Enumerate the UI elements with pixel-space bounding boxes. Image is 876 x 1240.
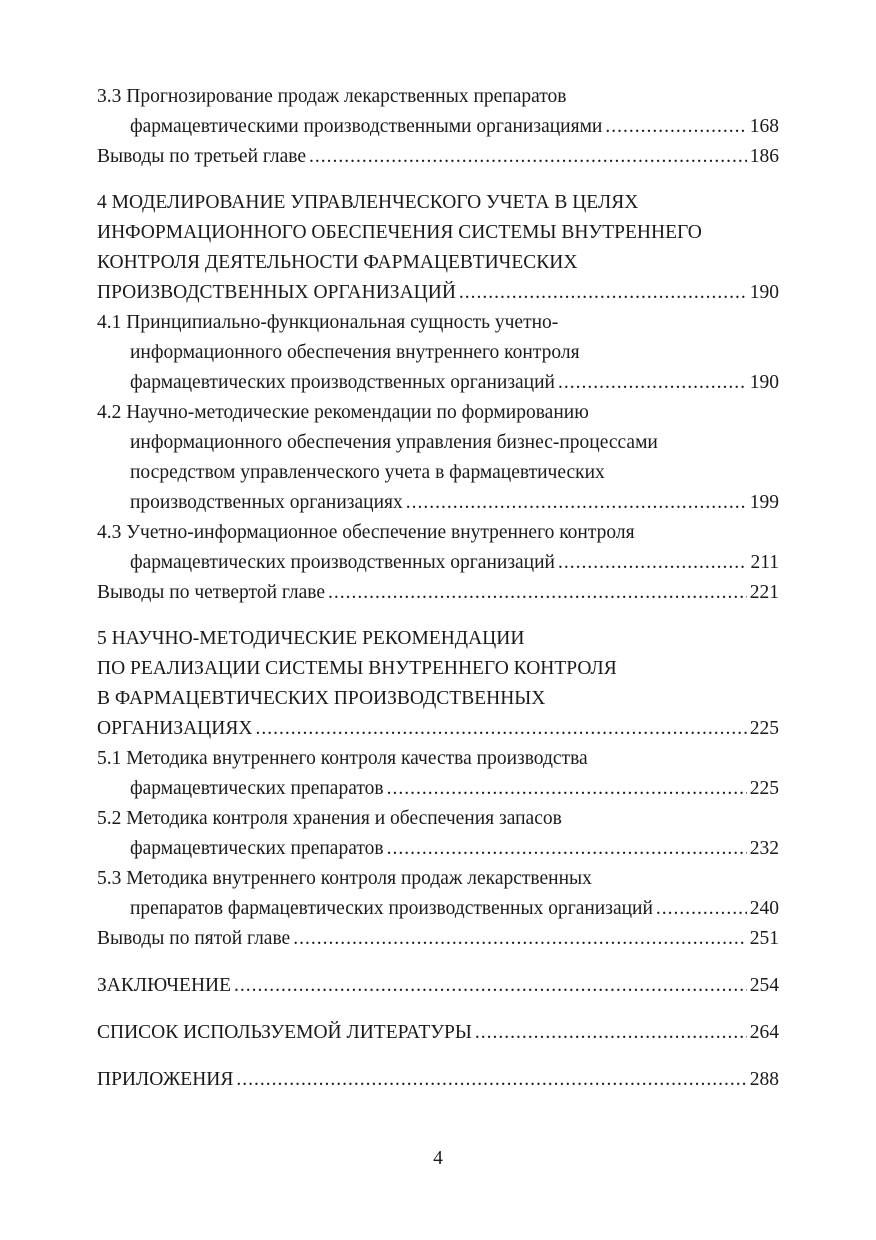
table-of-contents (97, 82, 779, 1095)
toc-entry-line: СПИСОК ИСПОЛЬЗУЕМОЙ ЛИТЕРАТУРЫ (97, 1022, 472, 1043)
toc-entry-conclusion[interactable] (97, 971, 779, 1001)
toc-page-number: 240 (749, 898, 779, 919)
toc-page-number: 186 (749, 146, 779, 167)
toc-entry-line: фармацевтических производственных организаций (130, 372, 555, 393)
toc-entry-line: В ФАРМАЦЕВТИЧЕСКИХ ПРОИЗВОДСТВЕННЫХ (97, 688, 546, 709)
dot-leader (605, 112, 746, 142)
toc-page-number: 221 (749, 582, 779, 603)
toc-entry-line: Выводы по пятой главе (97, 928, 291, 949)
toc-entry-line: 5 НАУЧНО-МЕТОДИЧЕСКИЕ РЕКОМЕНДАЦИИ (97, 628, 525, 649)
toc-entry-line: ИНФОРМАЦИОННОГО ОБЕСПЕЧЕНИЯ СИСТЕМЫ ВНУТРЕННЕГО (97, 222, 702, 243)
dot-leader (234, 971, 747, 1001)
toc-page-number: 288 (749, 1069, 779, 1090)
toc-entry-chapter5-conclusions[interactable] (97, 924, 779, 954)
toc-entry-line: ПО РЕАЛИЗАЦИИ СИСТЕМЫ ВНУТРЕННЕГО КОНТРОЛЯ (97, 658, 617, 679)
toc-page-number: 190 (749, 372, 779, 393)
toc-entry-line: ОРГАНИЗАЦИЯХ (97, 718, 253, 739)
toc-entry-line: ЗАКЛЮЧЕНИЕ (97, 975, 232, 996)
toc-entry-line: 5.1 Методика внутреннего контроля качества производства (97, 748, 588, 769)
toc-entry-chapter3-conclusions[interactable] (97, 142, 779, 172)
toc-page-number: 254 (749, 975, 779, 996)
dot-leader (309, 142, 747, 172)
toc-page-number: 190 (749, 282, 779, 303)
toc-entry-4-1[interactable] (97, 308, 779, 398)
toc-page-number: 199 (749, 492, 779, 513)
toc-page-number: 225 (749, 778, 779, 799)
dot-leader (656, 894, 747, 924)
toc-entry-line: информационного обеспечения управления бизнес-процессами (130, 432, 658, 453)
dot-leader (558, 368, 747, 398)
toc-page-number: 251 (749, 928, 779, 949)
toc-entry-5-2[interactable] (97, 804, 779, 864)
toc-entry-references[interactable] (97, 1018, 779, 1048)
dot-leader (255, 714, 746, 744)
toc-entry-chapter-4[interactable] (97, 188, 779, 308)
toc-entry-line: посредством управленческого учета в фармацевтических (130, 462, 605, 483)
dot-leader (558, 548, 747, 578)
dot-leader (475, 1018, 747, 1048)
toc-entry-line: производственных организациях (130, 492, 403, 513)
toc-entry-line: ПРОИЗВОДСТВЕННЫХ ОРГАНИЗАЦИЙ (97, 282, 456, 303)
page-number: 4 (433, 1148, 443, 1169)
toc-entry-5-3[interactable] (97, 864, 779, 924)
toc-entry-line: 4.2 Научно-методические рекомендации по формированию (97, 402, 589, 423)
toc-entry-line: фармацевтических препаратов (130, 778, 384, 799)
toc-entry-line: ПРИЛОЖЕНИЯ (97, 1069, 234, 1090)
toc-entry-line: КОНТРОЛЯ ДЕЯТЕЛЬНОСТИ ФАРМАЦЕВТИЧЕСКИХ (97, 252, 578, 273)
toc-entry-line: 4 МОДЕЛИРОВАНИЕ УПРАВЛЕНЧЕСКОГО УЧЕТА В ЦЕЛЯХ (97, 192, 639, 213)
toc-entry-line: фармацевтических препаратов (130, 838, 384, 859)
toc-entry-4-2[interactable] (97, 398, 779, 518)
toc-entry-line: 4.1 Принципиально-функциональная сущность учетно- (97, 312, 559, 333)
toc-entry-chapter-5[interactable] (97, 624, 779, 744)
toc-entry-appendices[interactable] (97, 1065, 779, 1095)
toc-entry-line: Выводы по третьей главе (97, 146, 307, 167)
dot-leader (387, 774, 747, 804)
toc-entry-line: Выводы по четвертой главе (97, 582, 326, 603)
toc-entry-3-3[interactable] (97, 82, 779, 142)
dot-leader (236, 1065, 746, 1095)
dot-leader (293, 924, 747, 954)
dot-leader (328, 578, 747, 608)
dot-leader (406, 488, 747, 518)
toc-page-number: 225 (749, 718, 779, 739)
dot-leader (459, 278, 747, 308)
toc-entry-line: 3.3 Прогнозирование продаж лекарственных препаратов (97, 86, 567, 107)
toc-page-number: 168 (749, 116, 779, 137)
toc-entry-line: 5.3 Методика внутреннего контроля продаж лекарственных (97, 868, 592, 889)
toc-page-number: 211 (750, 552, 779, 573)
toc-entry-line: 5.2 Методика контроля хранения и обеспечения запасов (97, 808, 562, 829)
toc-page-number: 264 (749, 1022, 779, 1043)
dot-leader (387, 834, 747, 864)
toc-entry-line: фармацевтическими производственными организациями (130, 116, 603, 137)
toc-entry-line: информационного обеспечения внутреннего контроля (130, 342, 580, 363)
toc-entry-4-3[interactable] (97, 518, 779, 578)
toc-entry-chapter4-conclusions[interactable] (97, 578, 779, 608)
toc-entry-5-1[interactable] (97, 744, 779, 804)
toc-page-number: 232 (749, 838, 779, 859)
toc-entry-line: 4.3 Учетно-информационное обеспечение внутреннего контроля (97, 522, 635, 543)
toc-entry-line: препаратов фармацевтических производственных организаций (130, 898, 653, 919)
toc-entry-line: фармацевтических производственных организаций (130, 552, 555, 573)
